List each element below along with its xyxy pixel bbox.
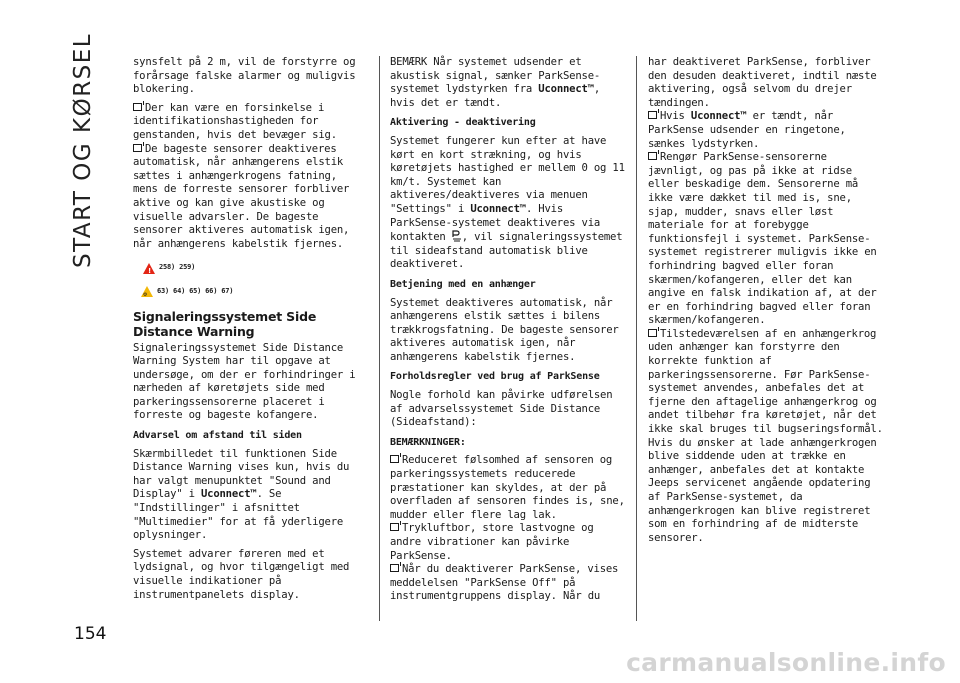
subheading: Advarsel om afstand til siden [133, 430, 302, 442]
list-item: Der kan være en forsinkelse i identifikationshastigheden for genstanden, hvis det bevæger sig. [133, 101, 337, 141]
paragraph-intro: synsfelt på 2 m, vil de forstyrre og forårsage falske alarmer og muligvis blokering. [133, 56, 356, 96]
chapter-side-title: START OG KØRSEL [70, 32, 96, 268]
bullet-icon [648, 111, 657, 119]
subheading: Aktivering - deaktivering [390, 117, 536, 129]
bullet-icon [133, 103, 142, 111]
bullet-icon [390, 455, 399, 463]
list-item: Tilstedeværelsen af en anhængerkrog uden anhænger kan forstyrre den korrekte funktion af parkeringssensorerne. Før ParkSense-systemet anvendes, anbefales det at fjerne den aftagelige anhængerkrog og andet tilbehør fra køretøjet, når det ikke skal bruges til bugseringsformål. Hvis du ønsker at lade anhængerkrogen blive siddende uden at trække en anhænger, anbefales det at kontakte Jeeps servicenet angående opdatering af ParkSense-systemet, da anhængerkrogen kan blive registreret som en forhindring af de midterste sensorer. [648, 327, 883, 544]
column-divider [379, 56, 380, 621]
paragraph: Signaleringssystemet Side Distance Warning System har til opgave at undersøge, om der er forhindringer i nærheden af køretøjets side med parkeringssensorerne placeret i forreste og bageste kofangere. [133, 341, 356, 422]
paragraph: Systemet fungerer kun efter at have kørt en kort strækning, og hvis køretøjets hastighed er mellem 0 og 11 km/t. Systemet kan aktiveres/deaktiveres via menuen "Settings" i Uconnect™. Hvis ParkSense-systemet deaktiveres via kontakten , vil signaleringssystemet til sideafstand automatisk blive deaktiveret. [390, 134, 625, 271]
list-item: Trykluftbor, store lastvogne og andre vibrationer kan påvirke ParkSense. [390, 522, 594, 562]
list-item: Reduceret følsomhed af sensoren og parkeringssystemets reducerede præstationer kan skyldes, at der på overfladen af sensoren findes is, sne, mudder eller flere lag lak. [390, 454, 625, 521]
bullet-icon [390, 523, 399, 531]
list-item: Når du deaktiverer ParkSense, vises meddelelsen "ParkSense Off" på instrumentgruppens display. Når du [390, 563, 619, 603]
caution-reference: ⚙ 63) 64) 65) 66) 67) [143, 286, 234, 299]
page-number: 154 [74, 624, 107, 644]
parksense-switch-icon [452, 230, 462, 242]
note-paragraph: BEMÆRK Når systemet udsender et akustisk signal, sænker ParkSense-systemet lydstyrken fra Uconnect™, hvis det er tændt. [390, 56, 601, 109]
list-item: Hvis Uconnect™ er tændt, når ParkSense udsender en ringetone, sænkes lydstyrken. [648, 110, 846, 150]
warning-triangle-icon: ! [143, 263, 155, 274]
bullet-icon [648, 329, 657, 337]
column-3 [648, 56, 884, 545]
column-divider [636, 56, 637, 621]
bullet-icon [648, 152, 657, 160]
paragraph: Systemet advarer føreren med et lydsignal, og hvor tilgængeligt med visuelle indikationer på instrumentpanelets display. [133, 547, 350, 601]
bullet-icon [390, 564, 399, 572]
caution-triangle-icon: ⚙ [141, 286, 153, 297]
bullet-icon [133, 144, 142, 152]
column-2 [390, 56, 625, 604]
paragraph: Systemet deaktiveres automatisk, når anhængerens elstik sættes i bilens trækkrogsfatning. De bageste sensorer aktiveres automatisk igen, når anhængerens kabelstik fjernes. [390, 296, 619, 363]
watermark: carmanualsonline.info [626, 648, 946, 677]
subheading: BEMÆRKNINGER: [390, 436, 466, 448]
section-heading: Signaleringssystemet Side Distance Warning [133, 308, 317, 339]
paragraph: Skærmbilledet til funktionen Side Distance Warning vises kun, hvis du har valgt menupunktet "Sound and Display" i Uconnect™. Se "Indstillinger" i afsnittet "Multimedier" for at få yderligere oplysninger. [133, 447, 350, 542]
list-item: De bageste sensorer deaktiveres automatisk, når anhængerens elstik sættes i anhængerkrogens fatning, mens de forreste sensorer forbliver aktive og kan give akustiske og visuelle advarsler. De bageste sensorer aktiveres automatisk igen, når anhængerens kabelstik fjernes. [133, 142, 350, 250]
paragraph: Nogle forhold kan påvirke udførelsen af advarselssystemet Side Distance (Sideafstand): [390, 389, 613, 429]
column-1 [133, 56, 365, 607]
warning-reference: ! 258) 259) [143, 261, 365, 275]
list-item: Rengør ParkSense-sensorerne jævnligt, og pas på ikke at ridse eller beskadige dem. Sensorerne må ikke være dækket til med is, sne, sjap, mudder, snavs eller løst materiale for at forebygge funktionsfejl i systemet. ParkSense-systemet registrerer muligvis ikke en forhindring bagved eller foran skærmen/kofangeren, eller det kan angive en falsk indikation af, at der er en forhindring bagved eller foran skærmen/kofangeren. [648, 151, 877, 327]
paragraph-continued: har deaktiveret ParkSense, forbliver den desuden deaktiveret, indtil næste aktivering, også selvom du drejer tændingen. [648, 56, 877, 109]
subheading: Forholdsregler ved brug af ParkSense [390, 371, 600, 383]
subheading: Betjening med en anhænger [390, 278, 536, 290]
